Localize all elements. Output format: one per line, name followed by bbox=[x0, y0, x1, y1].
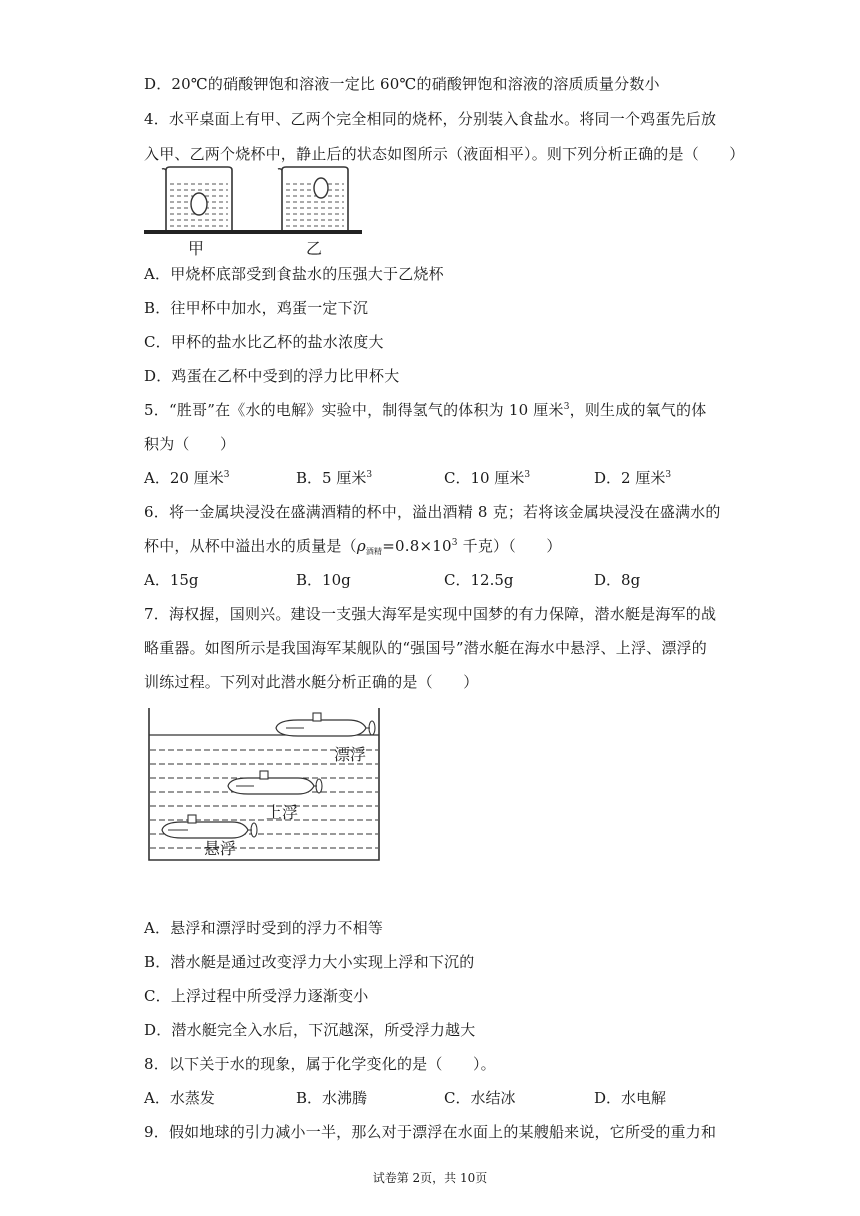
q4-beaker-figure bbox=[144, 164, 366, 254]
q7-option-b: B．潜水艇是通过改变浮力大小实现上浮和下沉的 bbox=[144, 953, 475, 971]
q4-option-a: A．甲烧杯底部受到食盐水的压强大于乙烧杯 bbox=[144, 265, 444, 283]
q8-option-c: C．水结冰 bbox=[444, 1089, 516, 1107]
submarine-suspended bbox=[162, 815, 257, 838]
q6-option-d: D．8g bbox=[594, 571, 641, 589]
label-xuanfu: 悬浮 bbox=[204, 839, 237, 858]
q9-stem-line1: 9．假如地球的引力减小一半，那么对于漂浮在水面上的某艘船来说，它所受的重力和 bbox=[144, 1123, 717, 1141]
q4-stem-line1: 4．水平桌面上有甲、乙两个完全相同的烧杯，分别装入食盐水。将同一个鸡蛋先后放 bbox=[144, 110, 717, 128]
q4-option-b: B．往甲杯中加水，鸡蛋一定下沉 bbox=[144, 299, 369, 317]
q6-stem-line2: 杯中，从杯中溢出水的质量是（$\rho_{酒精}=0.8\times 10^3$ 千克）（ ） bbox=[144, 537, 562, 556]
label-jia: 甲 bbox=[188, 239, 205, 258]
q8-option-d: D．水电解 bbox=[594, 1089, 667, 1107]
q5-option-b: B．5 厘米$^3$ bbox=[296, 469, 373, 487]
q6-stem-line1: 6．将一金属块浸没在盛满酒精的杯中，溢出酒精 8 克；若将该金属块浸没在盛满水的 bbox=[144, 503, 721, 521]
q8-stem: 8．以下关于水的现象，属于化学变化的是（ ）。 bbox=[144, 1055, 496, 1073]
q6-option-c: C．12.5g bbox=[444, 571, 514, 589]
q7-option-a: A．悬浮和漂浮时受到的浮力不相等 bbox=[144, 919, 384, 937]
egg-jia bbox=[191, 193, 207, 215]
q7-stem-line1: 7．海权握，国则兴。建设一支强大海军是实现中国梦的有力保障，潜水艇是海军的战 bbox=[144, 605, 717, 623]
q5-stem-line2: 积为（ ） bbox=[144, 435, 236, 453]
label-piaofu: 漂浮 bbox=[334, 745, 367, 764]
q7-option-d: D．潜水艇完全入水后，下沉越深，所受浮力越大 bbox=[144, 1021, 476, 1039]
q4-option-c: C．甲杯的盐水比乙杯的盐水浓度大 bbox=[144, 333, 384, 351]
q4-option-d: D．鸡蛋在乙杯中受到的浮力比甲杯大 bbox=[144, 367, 400, 385]
label-shangfu: 上浮 bbox=[266, 803, 299, 822]
q6-option-a: A．15g bbox=[144, 571, 199, 589]
q8-option-a: A．水蒸发 bbox=[144, 1089, 215, 1107]
q3-option-d: D．20℃的硝酸钾饱和溶液一定比 60℃的硝酸钾饱和溶液的溶质质量分数小 bbox=[144, 75, 660, 93]
q4-stem-line2: 入甲、乙两个烧杯中，静止后的状态如图所示（液面相平）。则下列分析正确的是（ ） bbox=[144, 145, 745, 163]
q7-submarine-figure bbox=[148, 708, 382, 864]
q6-option-b: B．10g bbox=[296, 571, 351, 589]
q7-option-c: C．上浮过程中所受浮力逐渐变小 bbox=[144, 987, 369, 1005]
egg-yi bbox=[314, 178, 328, 198]
beaker-jia bbox=[162, 167, 232, 230]
q5-option-d: D．2 厘米$^3$ bbox=[594, 469, 672, 487]
q7-stem-line2: 略重器。如图所示是我国海军某舰队的“强国号”潜水艇在海水中悬浮、上浮、漂浮的 bbox=[144, 639, 707, 657]
q7-stem-line3: 训练过程。下列对此潜水艇分析正确的是（ ） bbox=[144, 673, 479, 691]
q5-stem-line1: 5．“胜哥”在《水的电解》实验中，制得氢气的体积为 10 厘米$^3$，则生成的氧气的体 bbox=[144, 401, 707, 419]
table-surface bbox=[144, 230, 362, 234]
page-footer: 试卷第 2页，共 10页 bbox=[372, 1171, 488, 1185]
label-yi: 乙 bbox=[306, 239, 323, 258]
q5-option-c: C．10 厘米$^3$ bbox=[444, 469, 531, 487]
submarine-rising bbox=[228, 771, 322, 794]
submarine-floating bbox=[276, 713, 375, 736]
beaker-yi bbox=[278, 167, 348, 230]
q5-option-a: A．20 厘米$^3$ bbox=[144, 469, 230, 487]
q8-option-b: B．水沸腾 bbox=[296, 1089, 368, 1107]
